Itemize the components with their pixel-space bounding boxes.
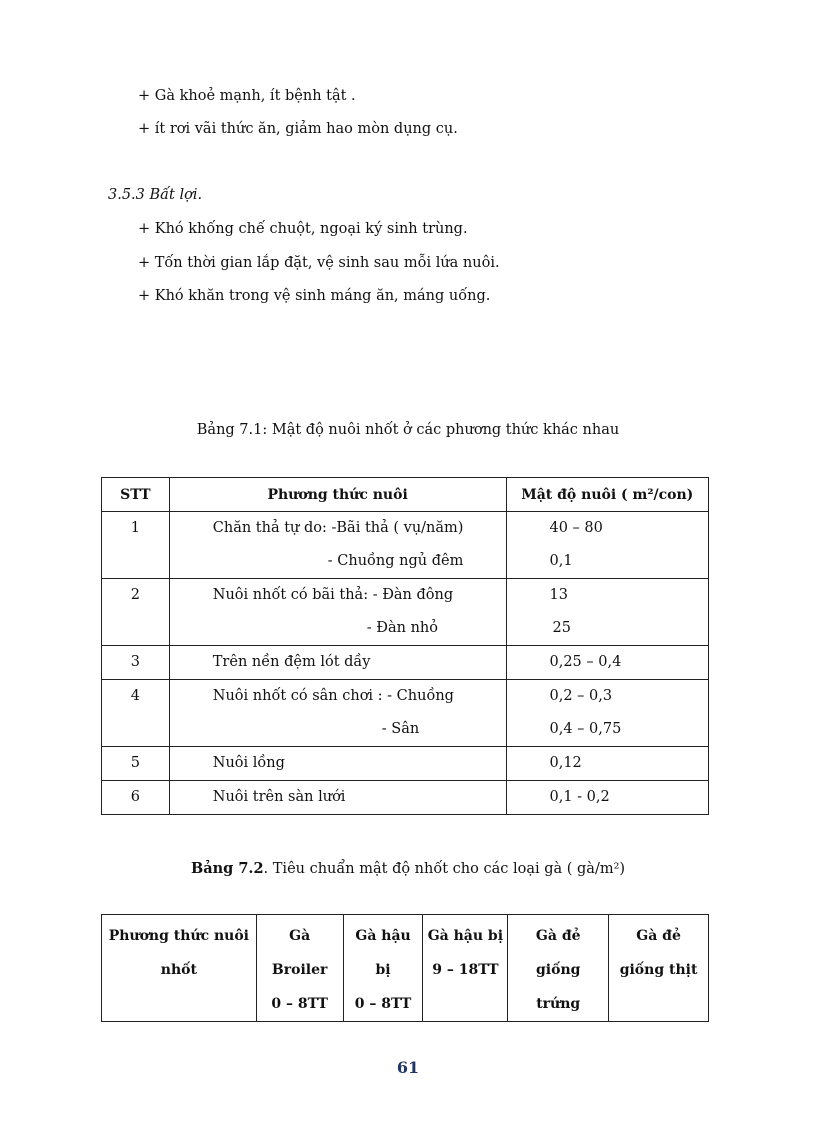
density-value: 40 – 80 [549, 520, 603, 536]
header-line: Gà [289, 928, 311, 944]
header-line: 9 – 18TT [432, 962, 499, 978]
row-stt: 4 [130, 688, 140, 704]
table-row [102, 680, 709, 747]
method-text: Nuôi nhốt có bãi thả: - Đàn đông [212, 587, 454, 603]
standard-density-table [101, 914, 709, 1022]
header-cell [102, 915, 257, 1022]
method-text: - Chuồng ngủ đêm [327, 553, 464, 569]
bullet-time-cost: + Tốn thời gian lắp đặt, vệ sinh sau mỗi lứa nuôi. [138, 255, 500, 271]
header-density: Mật độ nuôi ( m²/con) [506, 478, 709, 512]
header-line: 0 – 8TT [354, 996, 412, 1012]
header-line: Gà hậu bị [427, 928, 504, 944]
table-row [102, 646, 709, 680]
method-text: Trên nền đệm lót dầy [212, 654, 371, 670]
header-cell [508, 915, 609, 1022]
row-stt: 3 [130, 654, 140, 670]
header-cell [423, 915, 508, 1022]
header-line: trứng [536, 996, 581, 1012]
density-table [101, 477, 709, 815]
density-value: 13 [549, 587, 568, 603]
header-cell [343, 915, 423, 1022]
header-line: Gà hậu [355, 928, 411, 944]
page-number: 61 [396, 1058, 420, 1077]
header-line: bị [375, 962, 391, 978]
header-line: 0 – 8TT [271, 996, 328, 1012]
bullet-healthy: + Gà khoẻ mạnh, ít bệnh tật . [138, 88, 356, 104]
density-value: 0,2 – 0,3 [549, 688, 613, 704]
method-text: Nuôi trên sàn lưới [212, 789, 346, 805]
header-cell [256, 915, 343, 1022]
density-value: 0,1 [549, 553, 573, 569]
method-text: Nuôi lồng [212, 755, 285, 771]
table2-caption-label: Bảng 7.2 [190, 860, 264, 877]
header-line: giống thịt [619, 962, 698, 978]
header-cell [609, 915, 709, 1022]
method-text: - Sân [381, 721, 420, 737]
table-row [102, 579, 709, 646]
density-value: 0,12 [549, 755, 582, 771]
table-header-row [102, 478, 709, 512]
row-stt: 5 [130, 755, 140, 771]
header-method: Phương thức nuôi [169, 478, 506, 512]
table-row [102, 781, 709, 815]
header-stt: STT [102, 478, 170, 512]
table-row [102, 512, 709, 579]
header-line: nhốt [160, 962, 197, 978]
header-line: Broiler [271, 962, 328, 978]
header-line: Phương thức nuôi [108, 928, 249, 944]
bullet-cleaning: + Khó khăn trong vệ sinh máng ăn, máng uống. [138, 288, 491, 304]
method-text: Chăn thả tự do: -Bãi thả ( vụ/năm) [212, 520, 464, 536]
method-text: - Đàn nhỏ [366, 620, 438, 636]
table-header-row [102, 915, 709, 1022]
density-value: 25 [552, 620, 571, 636]
row-stt: 6 [130, 789, 140, 805]
table2-caption [0, 860, 816, 877]
bullet-rodent-control: + Khó khống chế chuột, ngoại ký sinh trùng. [138, 221, 468, 237]
header-line: Gà đẻ [636, 928, 681, 944]
table1-caption: Bảng 7.1: Mật độ nuôi nhốt ở các phương thức khác nhau [196, 422, 620, 438]
table-row [102, 747, 709, 781]
header-line: Gà đẻ [535, 928, 581, 944]
row-stt: 1 [130, 520, 140, 536]
row-stt: 2 [130, 587, 140, 603]
density-value: 0,4 – 0,75 [549, 721, 622, 737]
bullet-less-waste: + ít rơi vãi thức ăn, giảm hao mòn dụng cụ. [138, 121, 458, 137]
density-value: 0,25 – 0,4 [549, 654, 622, 670]
density-value: 0,1 - 0,2 [549, 789, 610, 805]
table2-caption-text: . Tiêu chuẩn mật độ nhốt cho các loại gà ( gà/m²) [263, 861, 626, 877]
method-text: Nuôi nhốt có sân chơi : - Chuồng [212, 688, 454, 704]
section-heading: 3.5.3 Bất lợi. [108, 187, 203, 203]
header-line: giống [536, 962, 581, 978]
